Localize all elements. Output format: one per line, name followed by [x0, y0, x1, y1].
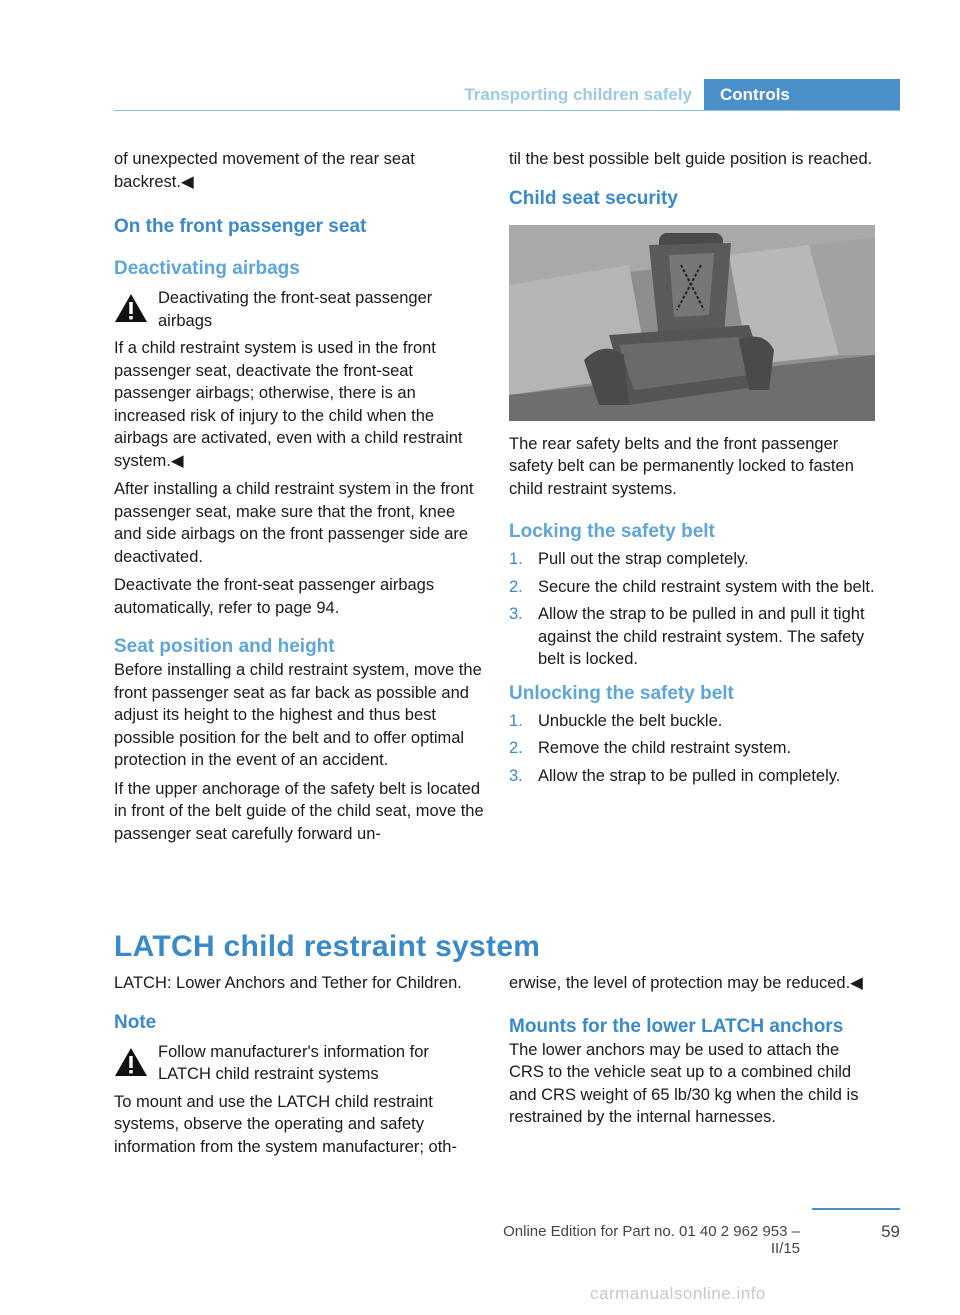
right-column [509, 148, 875, 792]
step-number: 2. [509, 577, 523, 596]
warning-text: Deactivating the front-seat passenger airbags [158, 289, 433, 330]
latch-paragraph-2: To mount and use the LATCH child restraint systems, observe the operating and safety information from the system manufacturer; oth- [114, 1092, 457, 1156]
header-divider [114, 110, 900, 111]
step-number: 3. [509, 766, 523, 785]
warning-triangle-icon [114, 1047, 148, 1077]
latch-right-continued: erwise, the level of protection may be reduced.◀ [509, 974, 863, 992]
left-paragraph-4: Before installing a child restraint system, move the front passenger seat as far back as possible and adjust its height to the highest and thus best possible position for the belt and to offer optimal protection in the event of an accident. [114, 661, 482, 769]
heading-child-seat-security: Child seat security [509, 187, 678, 209]
footer-edition: Online Edition for Part no. 01 40 2 962 953 – II/15 [503, 1223, 800, 1257]
step-text: Remove the child restraint system. [538, 739, 792, 757]
warning-triangle-icon [114, 293, 148, 323]
heading-latch-system: LATCH child restraint system [114, 930, 541, 963]
latch-right-column [509, 972, 875, 1135]
warning-text: Follow manufacturer's information for LATCH child restraint systems [158, 1042, 429, 1083]
step-text: Allow the strap to be pulled in and pull it tight against the child restraint system. The safety belt is locked. [538, 605, 865, 668]
list-item [509, 548, 875, 571]
child-seat-illustration [509, 225, 875, 421]
step-text: Allow the strap to be pulled in completely. [538, 766, 841, 785]
list-item [509, 576, 875, 599]
step-number: 2. [509, 739, 523, 757]
left-paragraph-2: After installing a child restraint system in the front passenger seat, make sure that the front, knee and side airbags on the front passenger side are deactivated. [114, 480, 474, 566]
left-continued-text: of unexpected movement of the rear seat backrest.◀ [114, 150, 415, 191]
left-paragraph-5: If the upper anchorage of the safety belt is located in front of the belt guide of the child seat, move the passenger seat carefully forward un- [114, 779, 484, 843]
right-continued-text: til the best possible belt guide position is reached. [509, 150, 873, 168]
heading-note: Note [114, 1011, 157, 1033]
step-text: Unbuckle the belt buckle. [538, 711, 723, 730]
heading-unlocking-belt: Unlocking the safety belt [509, 682, 734, 704]
list-item [509, 737, 875, 760]
step-number: 1. [509, 550, 523, 568]
step-number: 1. [509, 711, 523, 730]
heading-lower-anchors: Mounts for the lower LATCH anchors [509, 1015, 844, 1037]
step-text: Secure the child restraint system with the belt. [538, 577, 875, 596]
footer-divider [812, 1208, 900, 1210]
header-tab-controls: Controls [704, 79, 900, 111]
header-section-title: Transporting children safely [464, 85, 692, 104]
list-item [509, 710, 875, 733]
heading-deactivating-airbags: Deactivating airbags [114, 258, 300, 279]
step-text: Pull out the strap completely. [538, 550, 749, 568]
watermark: carmanualsonline.info [590, 1284, 766, 1303]
page-number: 59 [881, 1222, 900, 1241]
list-item [509, 603, 875, 671]
heading-seat-position: Seat position and height [114, 636, 335, 657]
step-number: 3. [509, 605, 523, 623]
warning-deactivate-airbags [114, 287, 484, 333]
list-item [509, 765, 875, 788]
latch-right-paragraph: The lower anchors may be used to attach the CRS to the vehicle seat up to a combined child and CRS weight of 65 lb/30 kg when the child is restrained by the internal harnesses. [509, 1040, 859, 1126]
right-paragraph-1: The rear safety belts and the front passenger safety belt can be permanently locked to fasten child restraint systems. [509, 434, 854, 498]
warning-latch-info [114, 1041, 484, 1087]
left-column [114, 148, 484, 851]
heading-locking-belt: Locking the safety belt [509, 521, 715, 542]
latch-paragraph-1: LATCH: Lower Anchors and Tether for Children. [114, 974, 462, 992]
left-paragraph-1: If a child restraint system is used in the front passenger seat, deactivate the front-seat passenger airbags; otherwise, there is an increased risk of injury to the child when the airbags are activated, even with a child restraint system.◀ [114, 339, 463, 470]
latch-left-column [114, 972, 484, 1164]
left-paragraph-3: Deactivate the front-seat passenger airbags automatically, refer to page 94. [114, 576, 435, 617]
heading-front-passenger: On the front passenger seat [114, 216, 367, 237]
locking-steps [509, 548, 875, 671]
unlocking-steps [509, 710, 875, 788]
